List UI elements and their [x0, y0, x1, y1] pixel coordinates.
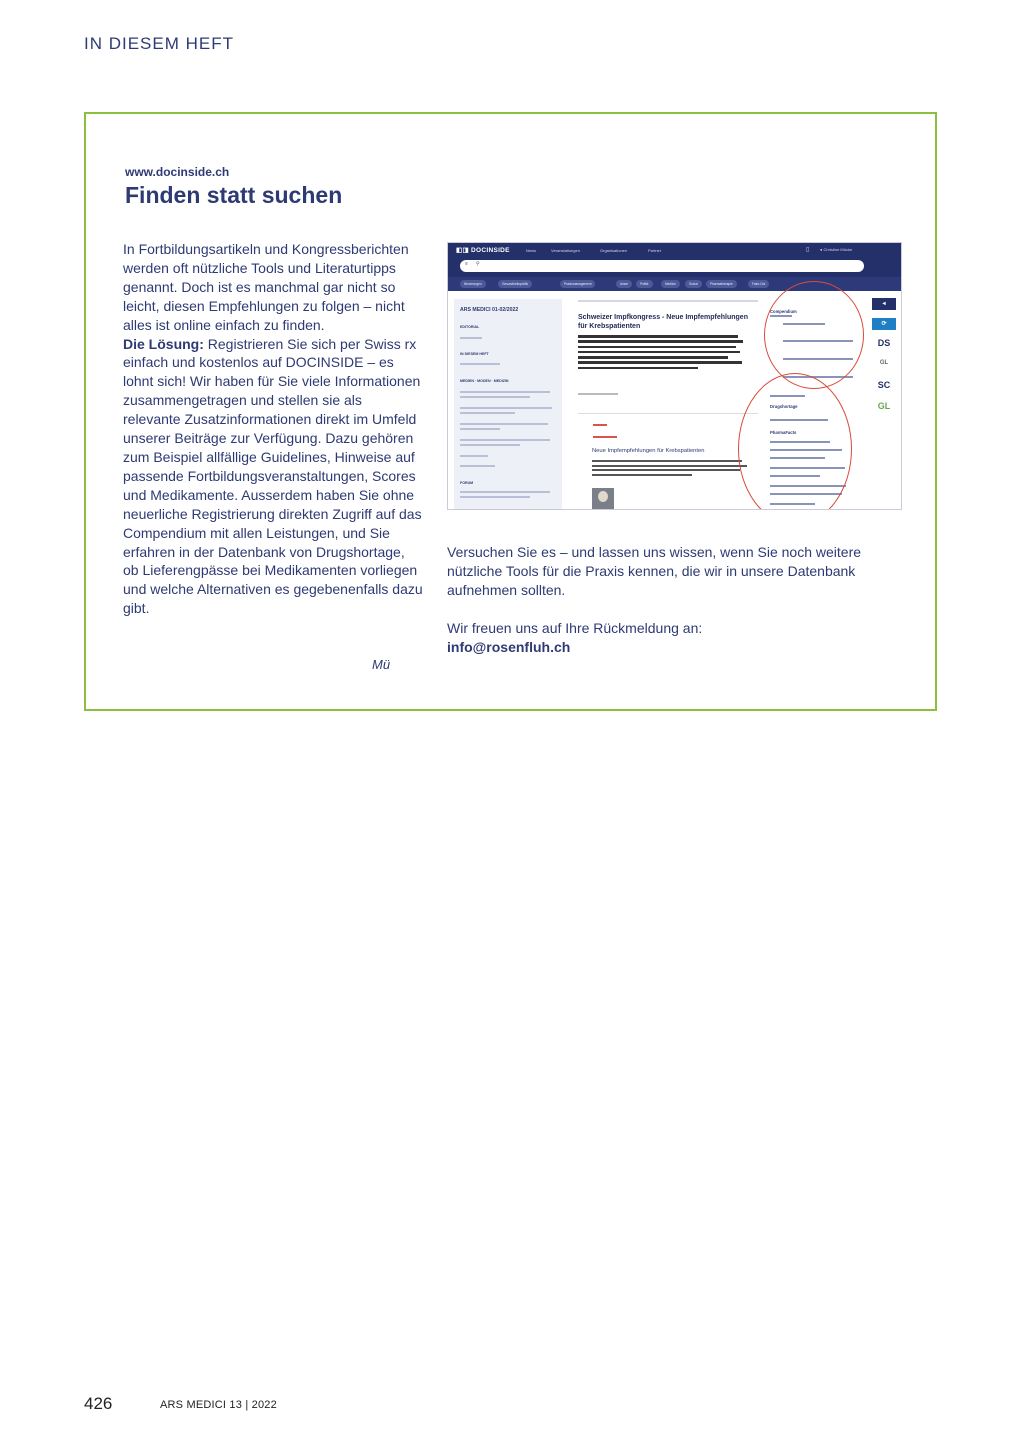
contact-email[interactable]: info@rosenfluh.ch	[447, 638, 571, 655]
date-line	[578, 393, 618, 395]
card-kicker	[593, 436, 617, 438]
user-name: ● Christine Mücke	[820, 247, 853, 252]
nav-item: Partner	[648, 248, 662, 253]
chip: Fake-Out	[748, 280, 769, 288]
sidebar-line	[460, 491, 550, 493]
paragraph-feedback: Wir freuen uns auf Ihre Rückmeldung an:	[447, 619, 703, 636]
sidebar-line	[460, 465, 495, 467]
gl-icon: GL	[879, 360, 889, 366]
paragraph-invitation: Versuchen Sie es – und lassen uns wissen, wenn Sie noch weitere nützliche Tools für die Praxis kennen, die wir in unsere Datenbank aufnehmen sollten.	[447, 544, 862, 598]
author-portrait	[592, 488, 614, 510]
sidebar-line	[460, 391, 550, 393]
sidebar-line	[460, 396, 530, 398]
sidebar-section: FORUM	[460, 481, 474, 485]
magazine-issue: ARS MEDICI 13 | 2022	[160, 1399, 277, 1411]
right-panel-heading: Drugshortage	[770, 404, 798, 409]
sidebar-line	[460, 423, 548, 425]
card-body	[592, 460, 752, 478]
chip: Sozial	[685, 280, 702, 288]
right-panel-heading: PharmaFacts	[770, 430, 797, 435]
solution-text: Registrieren Sie sich per Swiss rx einfach und kostenlos auf DOCINSIDE – es lohnt sich! Wir haben für Sie viele Informationen zusammengetragen und stellen sie als relevante Zusatzinformationen direkt im Umfeld unserer Beiträge zur Verfügung. Dazu gehören zum Beispiel allfällige Guidelines, Hinweise auf passende Fortbildungsveranstaltungen, Scores und Medikamente. Ausserdem haben Sie ohne neuerliche Registrierung direkten Zugriff auf das Compendium mit allen Leistungen, und Sie erfahren in der Datenbank von Drugshortage, ob Lieferengpässe bei Medikamenten vorliegen und welche Alternativen es gegebenenfalls dazu gibt.	[123, 335, 423, 617]
card-title: Neue Impfempfehlungen für Krebspatienten	[592, 448, 705, 454]
bookmark-icon: ▯	[806, 247, 810, 253]
sidebar-line	[460, 428, 500, 430]
export-icon: ◂	[872, 298, 896, 310]
chip: Politik	[636, 280, 653, 288]
right-column	[447, 543, 892, 656]
sidebar-line	[460, 455, 488, 457]
author-signature: Mü	[372, 657, 391, 672]
chip: Gesundheitspolitik	[498, 280, 532, 288]
sc-icon: SC	[877, 380, 891, 390]
sidebar-section: MEDIEN · MODEN · MEDIZIN	[460, 379, 509, 383]
sidebar-line	[460, 439, 550, 441]
chip: Medizin	[661, 280, 680, 288]
chip: Anwe	[616, 280, 632, 288]
card-tag	[593, 424, 607, 426]
screenshot-sidebar	[454, 299, 562, 509]
search-icon: ⚲	[476, 261, 480, 267]
menu-icon: ≡	[465, 261, 468, 267]
right-panel-heading: Compendium	[770, 309, 797, 314]
article-url[interactable]: www.docinside.ch	[125, 165, 230, 179]
chip: Neuerungen	[460, 280, 486, 288]
article-title: Finden statt suchen	[125, 182, 343, 208]
nav-item: Veranstaltungen	[551, 248, 580, 253]
chip: Praxismanagement	[560, 280, 595, 288]
solution-lead: Die Lösung:	[123, 335, 204, 352]
section-label: IN DIESEM HEFT	[84, 34, 235, 53]
gl-green-icon: GL	[877, 401, 891, 411]
screenshot-topbar	[448, 243, 901, 277]
screenshot-search	[460, 260, 864, 272]
screenshot-article-title: Schweizer Impfkongress - Neue Impfempfehlungen für Krebspatienten	[578, 314, 748, 330]
sidebar-issue-title: ARS MEDICI 01-02/2022	[460, 307, 519, 313]
chip: Pharmatherapie	[706, 280, 737, 288]
sidebar-line	[460, 407, 552, 409]
paragraph-intro: In Fortbildungsartikeln und Kongressberichten werden oft nützliche Tools und Literaturtipps genannt. Doch ist es manchmal gar nicht so leicht, diesen Empfehlungen zu folgen – nicht alles ist online einfach zu finden.	[123, 241, 409, 333]
nav-item: News	[526, 248, 537, 253]
sidebar-line	[460, 412, 515, 414]
ds-icon: DS	[877, 338, 891, 348]
screenshot-lead	[578, 335, 748, 372]
highlight-circle	[764, 281, 864, 389]
highlight-circle	[738, 373, 852, 510]
docinside-logo: ◧◨ DOCINSIDE	[456, 247, 510, 254]
nav-item: Organisationen	[600, 248, 628, 253]
page-number: 426	[84, 1394, 113, 1413]
compendium-icon: ⟳	[872, 318, 896, 330]
screenshot-card	[578, 413, 758, 510]
sidebar-section: IN DIESEM HEFT	[460, 352, 489, 356]
sidebar-line	[460, 444, 520, 446]
left-column	[123, 240, 423, 618]
docinside-screenshot	[447, 242, 902, 510]
sidebar-line	[460, 496, 530, 498]
sidebar-section: EDITORIAL	[460, 325, 480, 329]
sidebar-line	[460, 337, 482, 339]
breadcrumb	[578, 300, 758, 302]
sidebar-line	[460, 363, 500, 365]
paragraph-solution	[123, 335, 423, 619]
